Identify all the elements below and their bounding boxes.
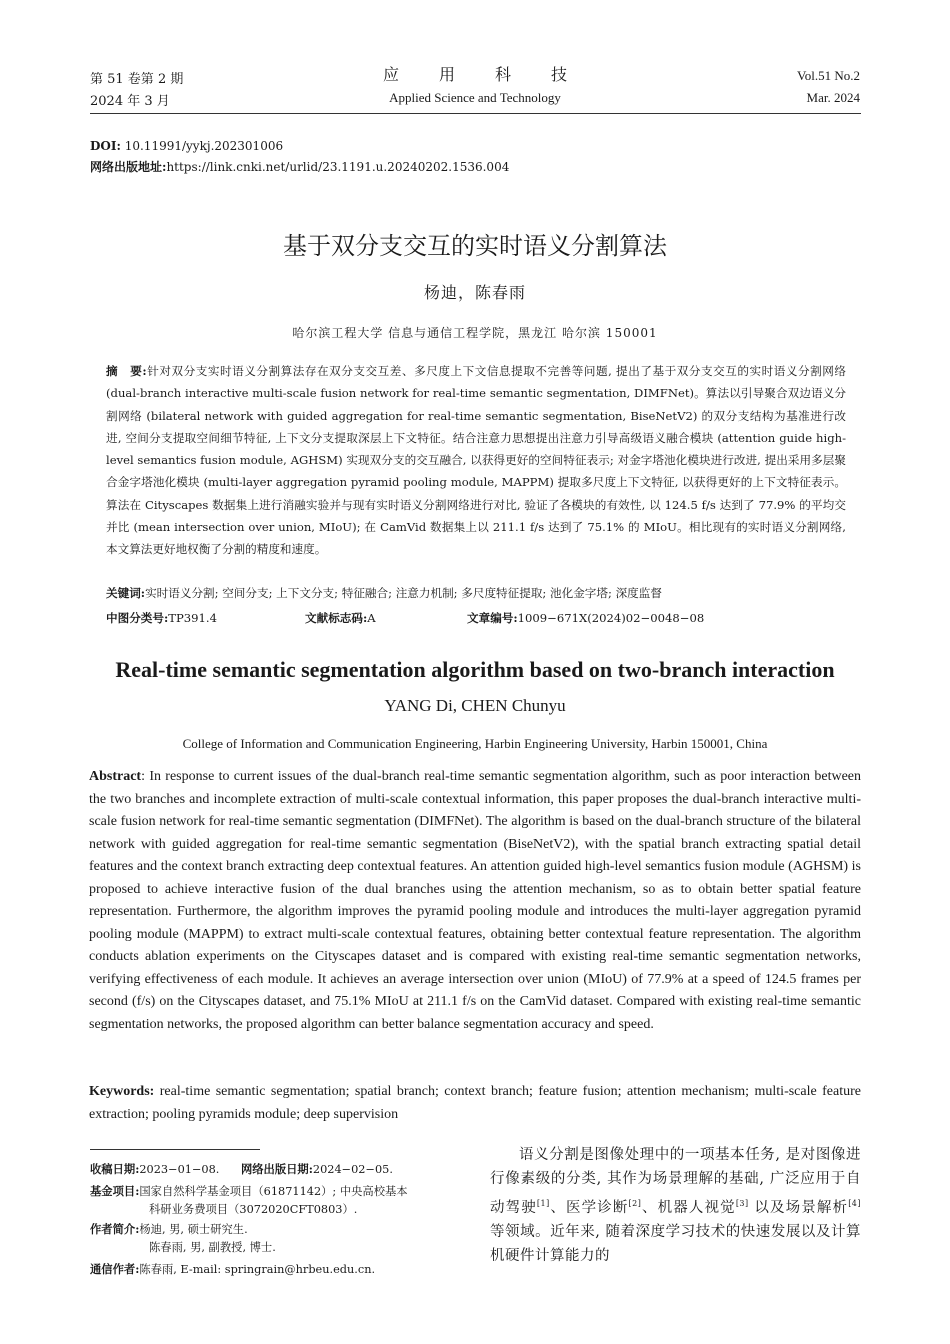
body-paragraph-intro bbox=[490, 1143, 861, 1268]
footnote-corresponding bbox=[90, 1260, 375, 1279]
fund-line2: 科研业务费项目（3072020CFT0803）. bbox=[149, 1203, 358, 1216]
affiliation-en: College of Information and Communication Engineering, Harbin Engineering University, Harbin 150001, China bbox=[182, 736, 768, 751]
citation-3[interactable]: [3] bbox=[735, 1198, 749, 1208]
doc-value: A bbox=[367, 611, 376, 625]
paper-title-zh: 基于双分支交互的实时语义分割算法 bbox=[283, 232, 667, 260]
citation-4[interactable]: [4] bbox=[848, 1198, 862, 1208]
doi-line bbox=[90, 139, 283, 153]
received-value: 2023−01−08. bbox=[139, 1163, 220, 1176]
citation-2[interactable]: [2] bbox=[628, 1198, 642, 1208]
authors-en: YANG Di, CHEN Chunyu bbox=[384, 696, 566, 715]
doc-label: 文献标志码: bbox=[305, 611, 368, 625]
header-volume-issue: 第 51 卷第 2 期 bbox=[90, 72, 184, 87]
article-number bbox=[467, 610, 704, 626]
intro-text-a: 语义分割是图像处理中的一项基本任务, 是对图像进行像素级的分类, 其作为场景理解的基础, 广泛应用于自动驾驶 bbox=[490, 1147, 861, 1216]
keywords-zh-label: 关键词: bbox=[106, 586, 146, 600]
classification-number bbox=[106, 610, 217, 626]
abstract-en-text: : In response to current issues of the dual-branch real-time semantic segmentation algorithm, such as poor interaction between the two branches and incomplete extraction of multi-scale contextual information, this paper proposes the dual-branch interactive multi-scale fusion network for real-time semantic segmentation (DIMFNet). The algorithm is based on the dual-branch structure of the bilateral network with guided aggregation for real-time semantic segmentation (BiseNetV2), with the spatial branch extracting spatial detail features and the context branch extracting deep contextual features. An attention guided high-level semantics fusion module (AGHSM) is proposed to achieve interactive fusion of the dual branches using the attention mechanism, so as to obtain better spatial feature representation. Furthermore, the algorithm improves the pyramid pooling module and introduces the multi-layer aggregation pyramid pooling module (MAPPM) to extract multi-scale contextual features, obtaining better contextual feature representation. The algorithm conducts ablation experiments on the Cityscapes dataset and is compared with existing real-time semantic segmentation networks, verifying effectiveness of each module. It achieves an average intersection over union (MIoU) of 77.9% at a speed of 124.5 frames per second (f/s) on the Cityscapes dataset, and 75.1% MIoU at 211.1 f/s on the CamVid dataset. Compared with existing real-time semantic segmentation networks, the proposed algorithm can better balance segmentation accuracy and speed. bbox=[89, 769, 861, 1032]
footnote-funding bbox=[90, 1182, 475, 1219]
bio-line1: 杨迪, 男, 硕士研究生. bbox=[139, 1223, 248, 1236]
received-label: 收稿日期: bbox=[90, 1162, 140, 1176]
class-value: TP391.4 bbox=[168, 611, 217, 625]
url-value[interactable]: https://link.cnki.net/urlid/23.1191.u.20240202.1536.004 bbox=[166, 160, 510, 174]
abstract-en-label: Abstract bbox=[89, 769, 142, 784]
doi-value[interactable]: 10.11991/yykj.202301006 bbox=[120, 139, 284, 153]
corr-label: 通信作者: bbox=[90, 1262, 140, 1276]
intro-text-e: 等领域。近年来, 随着深度学习技术的快速发展以及计算机硬件计算能力的 bbox=[490, 1223, 861, 1265]
header-volume-en: Vol.51 No.2 bbox=[797, 68, 860, 83]
intro-text-c: 、机器人视觉 bbox=[641, 1199, 736, 1216]
header-date-zh: 2024 年 3 月 bbox=[90, 94, 170, 109]
fund-line1: 国家自然科学基金项目（61871142）; 中央高校基本 bbox=[139, 1185, 408, 1198]
url-label: 网络出版地址: bbox=[90, 160, 167, 174]
online-date-label: 网络出版日期: bbox=[240, 1162, 313, 1176]
abstract-zh bbox=[106, 360, 846, 561]
citation-1[interactable]: [1] bbox=[536, 1198, 550, 1208]
header-rule bbox=[90, 113, 861, 114]
online-url-line bbox=[90, 158, 509, 175]
bio-line2: 陈春雨, 男, 副教授, 博士. bbox=[149, 1241, 276, 1254]
bio-label: 作者简介: bbox=[90, 1222, 140, 1236]
affiliation-zh: 哈尔滨工程大学 信息与通信工程学院，黑龙江 哈尔滨 150001 bbox=[292, 326, 658, 340]
keywords-zh bbox=[106, 585, 846, 601]
intro-text-b: 、医学诊断 bbox=[549, 1199, 629, 1216]
footnote-bio bbox=[90, 1220, 475, 1257]
journal-name-en: Applied Science and Technology bbox=[389, 90, 561, 105]
online-date-value: 2024−02−05. bbox=[312, 1163, 393, 1176]
paper-title-en: Real-time semantic segmentation algorithm based on two-branch interaction bbox=[115, 657, 835, 682]
keywords-en-text: real-time semantic segmentation; spatial branch; context branch; feature fusion; attention mechanism; multi-scale feature extraction; pooling pyramids module; deep supervision bbox=[89, 1084, 861, 1122]
corr-value[interactable]: 陈春雨, E-mail: springrain@hrbeu.edu.cn. bbox=[139, 1263, 376, 1276]
fund-label: 基金项目: bbox=[90, 1184, 140, 1198]
header-date-en: Mar. 2024 bbox=[806, 90, 860, 105]
keywords-en bbox=[89, 1081, 861, 1126]
abstract-en bbox=[89, 766, 861, 1036]
intro-text-d: 以及场景解析 bbox=[748, 1199, 849, 1216]
abstract-zh-text: 针对双分支实时语义分割算法存在双分支交互差、多尺度上下文信息提取不完善等问题, 提出了基于双分支交互的实时语义分割网络 (dual-branch interactive multi-scale fusion network for real-time semantic segmentation, DIMFNet)。算法以引导聚合双边语义分割网络 (bilateral network with guided aggregation for real-time semantic segmentation, BiseNetV2) 的双分支结构为基准进行改进, 空间分支提取空间细节特征, 上下文分支提取深层上下文特征。结合注意力思想提出注意力引导高级语义融合模块 (attention guide high-level semantics fusion module, AGHSM) 实现双分支的交互融合, 以获得更好的空间特征表示; 对金字塔池化模块进行改进, 提出采用多层聚合金字塔池化模块 (multi-layer aggregation pyramid pooling module, MAPPM) 提取多尺度上下文特征, 以获得更好的上下文特征表示。算法在 Cityscapes 数据集上进行消融实验并与现有实时语义分割网络进行对比, 验证了各模块的有效性, 以 124.5 f/s 达到了 77.9% 的平均交并比 (mean intersection over union, MIoU); 在 CamVid 数据集上以 211.1 f/s 达到了 75.1% 的 MIoU。相比现有的实时语义分割网络, 本文算法更好地权衡了分割的精度和速度。 bbox=[106, 364, 847, 557]
keywords-zh-text: 实时语义分割; 空间分支; 上下文分支; 特征融合; 注意力机制; 多尺度特征提取; 池化金字塔; 深度监督 bbox=[145, 586, 662, 600]
document-code bbox=[305, 610, 376, 626]
footnote-dates bbox=[90, 1160, 393, 1179]
article-label: 文章编号: bbox=[467, 611, 518, 625]
class-label: 中图分类号: bbox=[106, 611, 169, 625]
keywords-en-label: Keywords: bbox=[89, 1084, 155, 1099]
doi-label: DOI: bbox=[90, 139, 121, 153]
article-value: 1009−671X(2024)02−0048−08 bbox=[517, 611, 705, 625]
journal-name-zh: 应用科技 bbox=[382, 65, 607, 84]
authors-zh: 杨迪，陈春雨 bbox=[423, 283, 526, 302]
abstract-zh-label: 摘 要: bbox=[106, 364, 147, 378]
footnote-rule bbox=[90, 1149, 260, 1150]
